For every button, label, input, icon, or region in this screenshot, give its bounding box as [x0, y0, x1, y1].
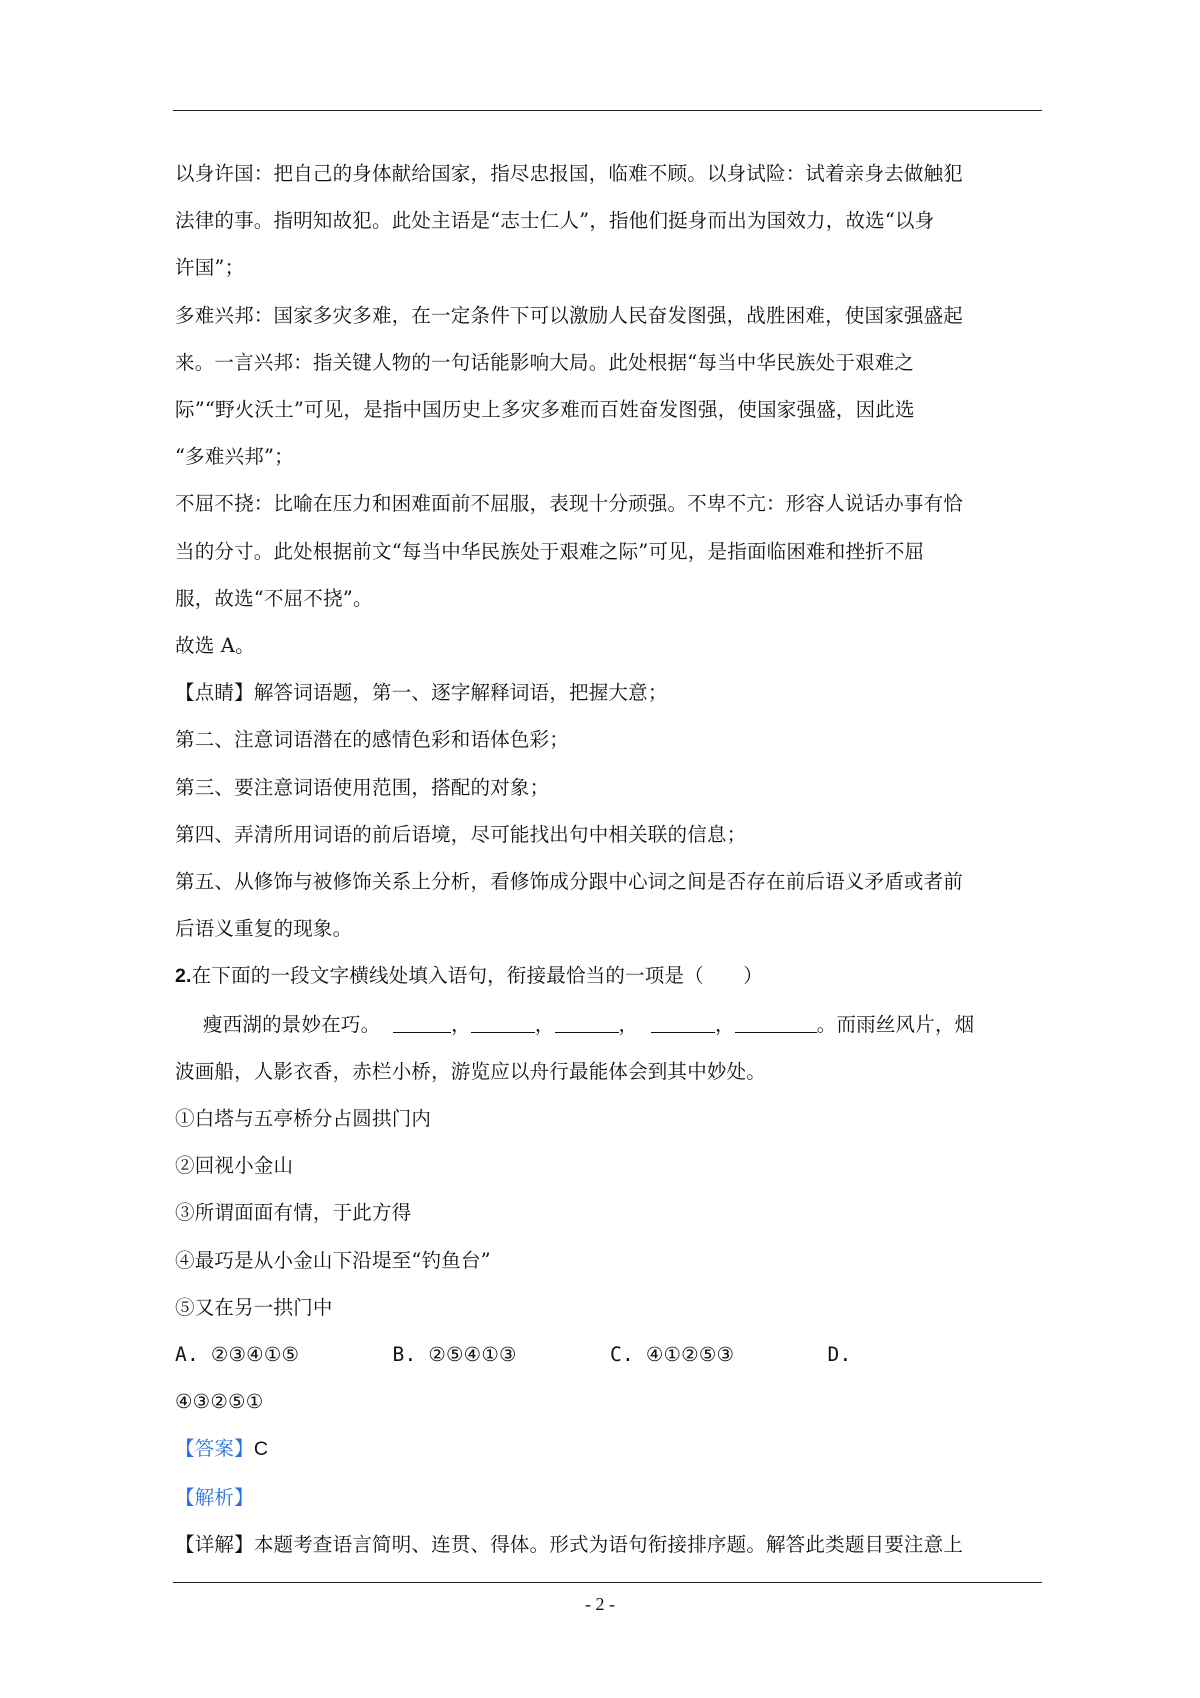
answer-value: C	[253, 1438, 269, 1461]
text-line: 多难兴邦：国家多灾多难，在一定条件下可以激励人民奋发图强，战胜困难，使国家强盛起	[175, 303, 964, 327]
fill-blank-5	[735, 1014, 817, 1033]
passage-line: 波画船，人影衣香，赤栏小桥，游览应以舟行最能体会到其中妙处。	[175, 1059, 767, 1083]
option-d-value: ④③②⑤①	[175, 1390, 264, 1414]
option-b: B. ②⑤④①③	[392, 1343, 517, 1367]
sentence-item: ②回视小金山	[175, 1154, 294, 1178]
detail-line: 【详解】本题考查语言简明、连贯、得体。形式为语句衔接排序题。解答此类题目要注意上	[175, 1532, 964, 1556]
text-line: 法律的事。指明知故犯。此处主语是“志士仁人”，指他们挺身而出为国效力，故选“以身	[175, 209, 935, 233]
footer-rule	[173, 1582, 1042, 1583]
answer-line	[175, 1425, 1045, 1473]
page-number: - 2 -	[585, 1594, 615, 1614]
text-line: 当的分寸。此处根据前文“每当中华民族处于艰难之际”可见，是指面临困难和挫折不屈	[175, 539, 925, 563]
option-a: A. ②③④①⑤	[175, 1343, 300, 1367]
tip-line: 第二、注意词语潜在的感情色彩和语体色彩；	[175, 728, 570, 752]
tip-line: 第三、要注意词语使用范围，搭配的对象；	[175, 775, 550, 799]
tip-line: 后语义重复的现象。	[175, 917, 353, 941]
fill-blank-4	[651, 1014, 715, 1033]
text-line: 以身许国：把自己的身体献给国家，指尽忠报国，临难不顾。以身试险：试着亲身去做触犯	[175, 162, 964, 185]
option-c: C. ④①②⑤③	[610, 1343, 735, 1367]
tip-line: 【点睛】解答词语题，第一、逐字解释词语，把握大意；	[175, 681, 668, 705]
question-2	[175, 952, 1045, 1568]
tip-line: 第四、弄清所用词语的前后语境，尽可能找出句中相关联的信息；	[175, 822, 747, 846]
tip-section	[175, 669, 1045, 952]
analysis-label: 【解析】	[175, 1485, 254, 1509]
fill-blank-1	[393, 1014, 451, 1033]
text-line: 来。一言兴邦：指关键人物的一句话能影响大局。此处根据“每当中华民族处于艰难之	[175, 350, 915, 374]
choice-conclusion: 故选 A。	[175, 634, 255, 658]
fill-blank-3	[555, 1014, 619, 1033]
text-line: 服，故选“不屈不挠”。	[175, 586, 373, 610]
question-stem: 2.在下面的一段文字横线处填入语句，衔接最恰当的一项是（ ）	[175, 964, 763, 988]
option-d: D.	[827, 1343, 852, 1367]
sentence-item: ④最巧是从小金山下沿堤至“钓鱼台”	[175, 1248, 491, 1272]
text-line: “多难兴邦”；	[175, 445, 294, 469]
page-content	[175, 150, 1045, 1568]
text-line: 不屈不挠：比喻在压力和困难面前不屈服，表现十分顽强。不卑不亢：形容人说话办事有恰	[175, 492, 964, 516]
sentence-item: ⑤又在另一拱门中	[175, 1295, 333, 1319]
question-number: 2.	[175, 965, 192, 988]
text-line: 际”“野火沃土”可见，是指中国历史上多灾多难而百姓奋发图强，使国家强盛，因此选	[175, 398, 915, 422]
paragraph-duonanxingbang	[175, 292, 1045, 481]
analysis-line	[175, 1474, 1045, 1521]
sentence-item: ①白塔与五亭桥分占圆拱门内	[175, 1107, 432, 1131]
header-rule	[173, 110, 1042, 111]
answer-label: 【答案】	[175, 1437, 254, 1461]
answer-options	[175, 1331, 1045, 1378]
tip-line: 第五、从修饰与被修饰关系上分析，看修饰成分跟中心词之间是否存在前后语义矛盾或者前	[175, 870, 964, 894]
paragraph-buqubunao	[175, 480, 1045, 622]
paragraph-yishenxuguo	[175, 150, 1045, 292]
passage-line: 瘦西湖的景妙在巧。 ， ， ， ， 。而雨丝风片，烟	[203, 1012, 975, 1036]
detail-label: 【详解】	[175, 1532, 254, 1556]
tip-label: 【点睛】	[175, 681, 254, 705]
fill-blank-2	[471, 1014, 535, 1033]
text-line: 许国”；	[175, 256, 245, 280]
sentence-item: ③所谓面面有情，于此方得	[175, 1201, 412, 1225]
